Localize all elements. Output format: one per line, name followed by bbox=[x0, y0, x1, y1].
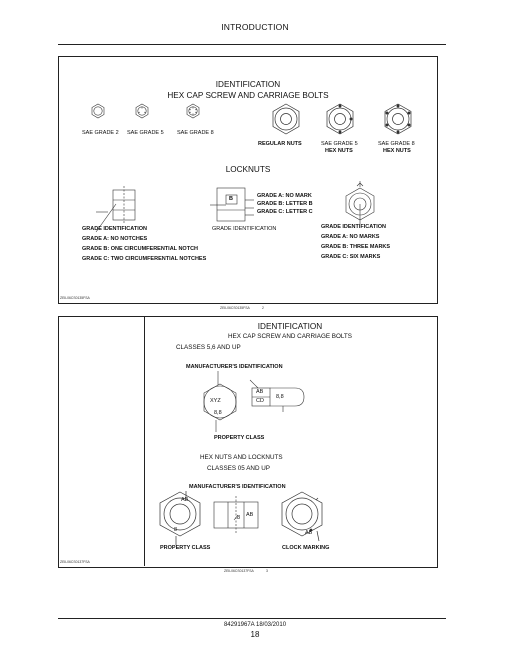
right-grade-c: GRADE C: SIX MARKS bbox=[321, 254, 381, 260]
grade-5-nut-label-1: SAE GRADE 5 bbox=[321, 141, 358, 147]
right-grade-b: GRADE B: THREE MARKS bbox=[321, 244, 391, 250]
fig1-code: ZEIL06CS0135FSA bbox=[60, 296, 90, 300]
fig2-title: IDENTIFICATION bbox=[257, 322, 323, 331]
middle-mark-b: GRADE B: LETTER B bbox=[257, 201, 313, 207]
clock-marking-label: CLOCK MARKING bbox=[282, 545, 330, 551]
manufacturer-identification-2: MANUFACTURER'S IDENTIFICATION bbox=[189, 484, 286, 490]
regular-nuts-label: REGULAR NUTS bbox=[258, 141, 302, 147]
fig2-code: ZEIL06CS0137FSA bbox=[60, 560, 90, 564]
footer-doc: 84291967A 18/03/2010 bbox=[223, 622, 287, 628]
bolt-side-class: 8,8 bbox=[276, 394, 284, 400]
page-header: INTRODUCTION bbox=[221, 22, 289, 32]
property-class-label-1: PROPERTY CLASS bbox=[214, 435, 265, 441]
bolt-side-mark-top: AB bbox=[256, 389, 264, 395]
locknuts-title: LOCKNUTS bbox=[225, 165, 271, 174]
middle-letter-b: B bbox=[229, 196, 233, 202]
grade-8-nut-label-1: SAE GRADE 8 bbox=[378, 141, 415, 147]
fig2-caption-code: ZEIL06CS0137FSA bbox=[224, 569, 254, 573]
manufacturer-identification-1: MANUFACTURER'S IDENTIFICATION bbox=[186, 364, 283, 370]
grade-8-nut-label-2: HEX NUTS bbox=[383, 148, 411, 154]
middle-mark-c: GRADE C: LETTER C bbox=[257, 209, 313, 215]
bolt-head-class: 8,8 bbox=[214, 410, 222, 416]
left-grade-b: GRADE B: ONE CIRCUMFERENTIAL NOTCH bbox=[82, 246, 199, 252]
sae-grade-8-label: SAE GRADE 8 bbox=[177, 130, 214, 136]
left-grade-identification: GRADE IDENTIFICATION bbox=[82, 226, 147, 232]
fig2-subtitle-1: HEX CAP SCREW AND CARRIAGE BOLTS bbox=[228, 333, 352, 340]
fig2-caption-num: 3 bbox=[266, 569, 268, 573]
nut-side-ab: AB bbox=[246, 512, 254, 518]
bolt-side-mark-bottom: CD bbox=[256, 398, 264, 404]
right-grade-a: GRADE A: NO MARKS bbox=[321, 234, 380, 240]
metric-hex-nut-icon bbox=[160, 491, 200, 545]
middle-grade-identification: GRADE IDENTIFICATION bbox=[212, 226, 277, 232]
footer-page: 18 bbox=[250, 630, 260, 639]
sae-grade-5-label: SAE GRADE 5 bbox=[127, 130, 164, 136]
bolt-head-text: XYZ bbox=[210, 398, 221, 404]
nut-mark-ab: AB bbox=[181, 497, 189, 503]
fig1-subtitle: HEX CAP SCREW AND CARRIAGE BOLTS bbox=[167, 91, 329, 100]
left-grade-c: GRADE C: TWO CIRCUMFERENTIAL NOTCHES bbox=[82, 256, 207, 262]
fig1-caption-code: ZEIL06CS0135FSA bbox=[220, 306, 250, 310]
sae-grade-2-label: SAE GRADE 2 bbox=[82, 130, 119, 136]
fig1-title: IDENTIFICATION bbox=[215, 80, 281, 89]
fig1-caption-num: 2 bbox=[262, 306, 264, 310]
clock-mark-ab: AB bbox=[305, 530, 313, 536]
nut-mark-8: 8 bbox=[174, 527, 178, 533]
nuts-title-2: CLASSES 05 AND UP bbox=[207, 465, 270, 472]
right-grade-identification: GRADE IDENTIFICATION bbox=[321, 224, 386, 230]
clock-marking-nut-icon bbox=[282, 492, 322, 541]
middle-mark-a: GRADE A: NO MARK bbox=[257, 193, 312, 199]
nuts-title-1: HEX NUTS AND LOCKNUTS bbox=[200, 454, 283, 461]
fig2-subtitle-2: CLASSES 5,6 AND UP bbox=[176, 344, 241, 351]
left-grade-a: GRADE A: NO NOTCHES bbox=[82, 236, 148, 242]
footer-rule bbox=[58, 618, 446, 619]
nut-side-8: 8 bbox=[237, 515, 241, 521]
grade-5-nut-label-2: HEX NUTS bbox=[325, 148, 353, 154]
property-class-label-2: PROPERTY CLASS bbox=[160, 545, 211, 551]
